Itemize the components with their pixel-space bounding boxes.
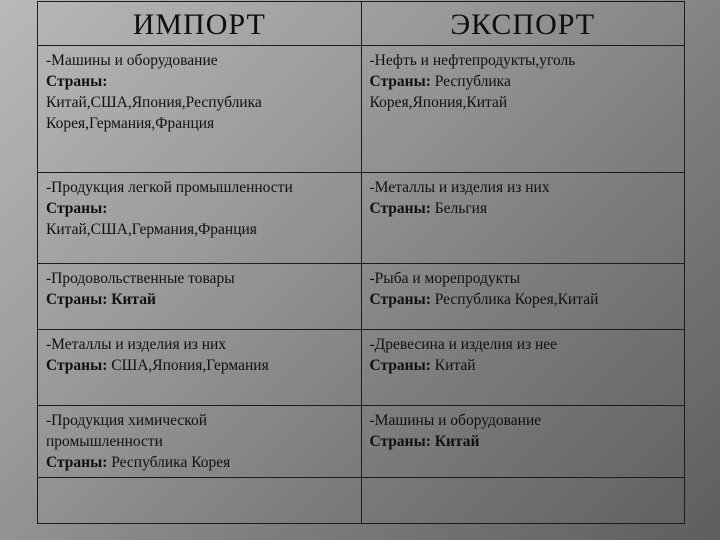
countries-label: Страны:: [46, 73, 108, 90]
table-row: [38, 330, 685, 406]
countries-label: Страны:: [369, 357, 431, 374]
product-text: -Рыба и морепродукты: [369, 270, 521, 287]
countries-text: США,Япония,Германия: [111, 357, 269, 374]
countries-text: Республика Корея,Китай: [434, 291, 599, 308]
countries-text: Корея,Германия,Франция: [46, 115, 215, 132]
import-cell: [38, 173, 362, 264]
trade-table: [37, 1, 685, 524]
table-row-empty: [38, 478, 685, 524]
product-text: -Древесина и изделия из нее: [369, 336, 558, 353]
export-cell: [361, 173, 685, 264]
table-row: [38, 264, 685, 330]
countries-text: Бельгия: [434, 200, 488, 217]
import-header: ИМПОРТ: [38, 2, 362, 46]
countries-text: Корея,Япония,Китай: [369, 94, 508, 111]
import-cell: [38, 264, 362, 330]
export-cell: [361, 406, 685, 478]
countries-text: Республика Корея: [111, 454, 231, 471]
product-text: промышленности: [46, 433, 163, 450]
countries-text: Китай,США,Германия,Франция: [46, 221, 257, 238]
export-header: ЭКСПОРТ: [361, 2, 685, 46]
product-text: -Продукция легкой промышленности: [46, 179, 293, 196]
product-text: -Машины и оборудование: [369, 412, 542, 429]
product-text: -Машины и оборудование: [46, 52, 218, 69]
countries-label: Страны:: [369, 433, 431, 450]
export-cell-empty: [361, 478, 685, 524]
product-text: -Нефть и нефтепродукты,уголь: [369, 52, 576, 69]
product-text: -Продовольственные товары: [46, 270, 235, 287]
countries-label: Страны:: [369, 291, 431, 308]
countries-label: Страны:: [46, 291, 108, 308]
countries-label: Страны:: [369, 73, 431, 90]
header-row: [38, 2, 685, 46]
countries-text: Китай: [111, 291, 156, 308]
import-cell: [38, 330, 362, 406]
countries-label: Страны:: [369, 200, 431, 217]
product-text: -Продукция химической: [46, 412, 208, 429]
countries-label: Страны:: [46, 357, 108, 374]
table-row: [38, 46, 685, 173]
import-cell-empty: [38, 478, 362, 524]
import-cell: [38, 406, 362, 478]
export-cell: [361, 330, 685, 406]
import-cell: [38, 46, 362, 173]
countries-text: Республика: [434, 73, 511, 90]
countries-label: Страны:: [46, 454, 108, 471]
table-row: [38, 406, 685, 478]
product-text: -Металлы и изделия из них: [46, 336, 227, 353]
table-row: [38, 173, 685, 264]
export-cell: [361, 46, 685, 173]
product-text: -Металлы и изделия из них: [369, 179, 550, 196]
countries-label: Страны:: [46, 200, 108, 217]
countries-text: Китай: [434, 357, 476, 374]
export-cell: [361, 264, 685, 330]
countries-text: Китай,США,Япония,Республика: [46, 94, 262, 111]
countries-text: Китай: [434, 433, 480, 450]
